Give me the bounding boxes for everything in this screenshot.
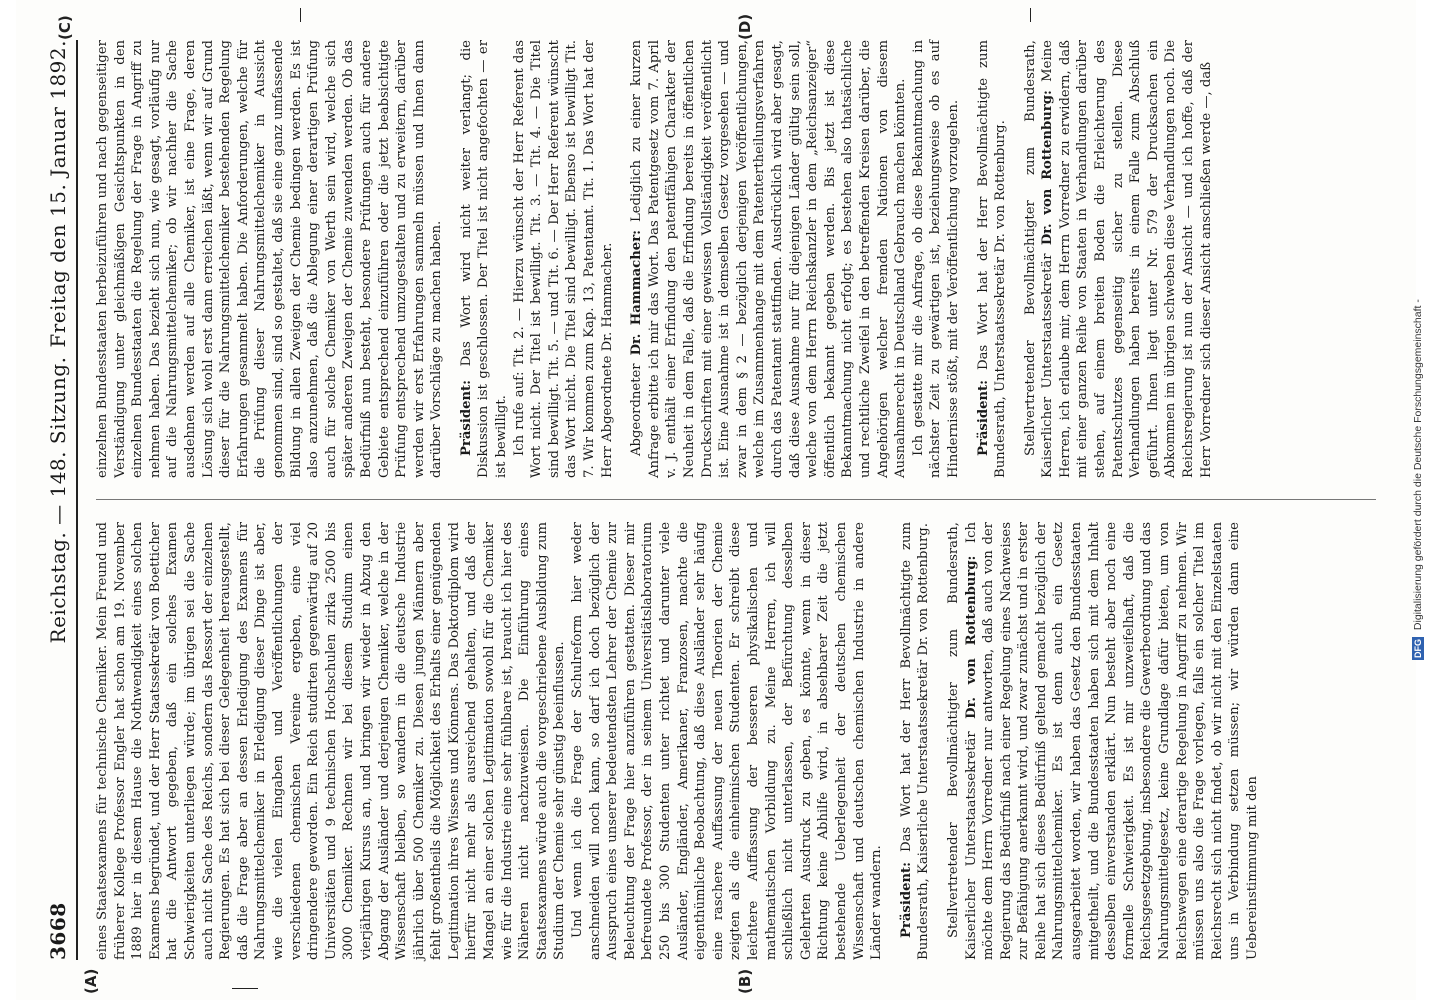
session-date: Freitag den 15. Januar 1892. xyxy=(46,40,70,348)
speech-text: Das Wort wird nicht weiter verlangt; die Diskussion ist geschlossen. Der Titel ist nicht angefochten — er ist bewilligt. xyxy=(458,40,510,478)
speaker-intro: Abgeordneter xyxy=(629,363,645,456)
speaker-name: Präsident: xyxy=(458,379,474,456)
rotated-page xyxy=(16,0,1416,1000)
speech-text: Lediglich zu einer kurzen Anfrage erbitte ich mir das Wort. Das Patentgesetz vom 7. April v. J. enthält einer Erfindung den patentfähigen Charakter der Neuheit in dem Falle, daß die Erfindung bereits in öffentlichen Druckschriften mit einer gewissen Vollständigkeit veröffentlicht ist. Eine Ausnahme ist in demselben Gesetz vorgesehen — und zwar in dem § 2 — bezüglich derjenigen Veröffentlichungen, welche im Zusammenhange mit dem Patentertheilungsverfahren durch das Patentamt stattfinden. Ausdrücklich wird aber gesagt, daß diese Ausnahme nur für diejenigen Länder gültig sein soll, welche von dem Herrn Reichskanzler in dem „Reichsanzeiger“ öffentlich bekannt gegeben werden. Bis jetzt ist diese Bekanntmachung nicht erfolgt; es bestehen also thatsächliche und rechtliche Zweifel in den betreffenden Kreisen darüber, die Angehörigen welcher fremden Nationen von diesem Ausnahmerecht in Deutschland Gebrauch machen könnten. xyxy=(629,40,909,478)
scan-mark xyxy=(300,8,301,22)
column-divider xyxy=(96,499,1376,500)
paragraph xyxy=(945,522,1262,960)
paragraph xyxy=(628,40,910,478)
left-column xyxy=(94,522,1262,960)
right-column xyxy=(94,40,1215,478)
paragraph: einzelnen Bundesstaaten herbeizuführen und nach gegenseitiger Verständigung unter gleichmäßigen Gesichtspunkten in den einzelnen Bundesstaaten die Regelung der Frage in Angriff zu nehmen haben. Das bezieht sich nun, wie gesagt, vorläufig nur auf die Nahrungsmittelchemiker; ob wir nachher die Sache ausdehnen werden auf alle Chemiker, ist eine Frage, deren Lösung sich wohl erst dann erreichen läßt, wenn wir auf Grund dieser für die Nahrungsmittelchemiker bestehenden Regelung Erfahrungen gesammelt haben. Die Anforderungen, welche für die Prüfung dieser Nahrungsmittelchemiker in Aussicht genommen sind, sind so gestaltet, daß sie eine ganz umfassende Bildung in allen Zweigen der Chemie bedingen werden. Es ist also anzunehmen, daß die Ablegung einer derartigen Prüfung auch für solche Chemiker von Werth sein wird, welche sich später anderen Zweigen der Chemie zuwenden werden. Ob das Bedürfniß nun besteht, besondere Prüfungen auch für andere Gebiete entsprechend einzuführen oder die jetzt beabsichtigte Prüfung entsprechend umzugestalten und zu erweitern, darüber werden wir erst Erfahrungen sammeln müssen und Ihnen dann darüber Vorschläge zu machen haben. xyxy=(95,40,445,478)
scan-mark xyxy=(1030,8,1031,22)
margin-letter-c: (C) xyxy=(56,15,74,40)
scan-mark xyxy=(232,988,258,989)
speaker-name: Präsident: xyxy=(975,379,991,456)
credit-text xyxy=(1412,20,1424,940)
margin-letter-b: (B) xyxy=(736,968,754,994)
paragraph xyxy=(1022,40,1216,478)
paragraph xyxy=(458,40,511,478)
speaker-intro: Stellvertretender Bevollmächtigter zum Bundesrath, Kaiserlicher Unterstaatssekretär xyxy=(945,522,979,960)
speech-text: Das Wort hat der Herr Bevollmächtigte zum Bundesrath, Unterstaatssekretär Dr. von Rottenburg. xyxy=(975,40,1009,478)
credit-statement: Digitalisierung gefördert durch die Deutsche Forschungsgemeinschaft - xyxy=(1412,299,1424,631)
speech-text: Das Wort hat der Herr Bevollmächtigte zum Bundesrath, Kaiserliche Unterstaatssekretär Dr. von Rottenburg. xyxy=(898,522,932,960)
paragraph xyxy=(975,40,1010,478)
margin-letter-a: (A) xyxy=(82,968,100,994)
speaker-name: Dr. Hammacher: xyxy=(629,229,645,356)
paragraph: Und wenn ich die Frage der Schulreform hier weder anschneiden will noch kann, so darf ich doch bezüglich der Ausspruch eines unserer bedeutendsten Lehrer der Chemie zur Beleuchtung der Frage hier anzuführen gestatten. Dieser mir befreundete Professor, der in seinem Universitätslaboratorium 250 bis 300 Studenten unter richtet und darunter viele Ausländer, Engländer, Amerikaner, Franzosen, machte die eigenthümliche Beobachtung, daß diese Ausländer sehr häufig eine raschere Auffassung der neuen Theorien der Chemie zeigten als die einheimischen Studenten. Er schreibt diese leichtere Auffassung der besseren physikalischen und mathematischen Vorbildung zu. Meine Herren, ich will schließlich nicht unterlassen, der Befürchtung desselben Gelehrten Ausdruck zu geben, es könnte, wenn in dieser Richtung keine Abhilfe wird, in absehbarer Zeit die jetzt bestehende Ueberlegenheit der deutschen chemischen Wissenschaft und deutschen chemischen Industrie in andere Länder wandern. xyxy=(570,522,885,960)
speech-text: Ich möchte dem Herrn Vorredner nur antworten, daß auch von der Regierung das Bedürfniß nach einer Regelung eines Nachweises zur Befähigung anerkannt wird, und zwar zunächst und in erster Reihe hat sich dieses Bedürfniß geltend gemacht bezüglich der Nahrungsmittelchemiker. Es ist denn auch ein Gesetz ausgearbeitet worden, wir haben das Gesetz den Bundesstaaten mitgetheilt, und die Bundesstaaten haben sich mit dem Inhalt desselben einverstanden erklärt. Nun besteht aber noch eine formelle Schwierigkeit. Es ist mir unzweifelhaft, daß die Reichsgesetzgebung, insbesondere die Gewerbeordnung und das Nahrungsmittelgesetz, keine Grundlage dafür bieten, um von Reichswegen eine derartige Regelung in Angriff zu nehmen. Wir müssen uns also die Frage vorlegen, falls ein solcher Titel im Reichsrecht sich nicht findet, ob wir nicht mit den Einzelstaaten uns in Verbindung setzen müssen; wir würden dann eine Uebereinstimmung mit den xyxy=(963,522,1260,960)
speaker-intro: Stellvertretender Bevollmächtigter zum Bundesrath, Kaiserlicher Unterstaatssekretär xyxy=(1022,40,1056,478)
speaker-name: Präsident: xyxy=(898,861,914,938)
paragraph: eines Staatsexamens für technische Chemiker. Mein Freund und früherer Kollege Professor Engler hat schon am 19. November 1889 hier in diesem Hause die Nothwendigkeit eines solchen Examens begründet, und der Herr Staatssekretär von Boetticher hat die Antwort gegeben, daß ein solches Examen Schwierigkeiten unterliegen würde; im übrigen sei die Sache auch nicht Sache des Reichs, sondern das Ressort der einzelnen Regierungen. Es hat sich bei dieser Gelegenheit herausgestellt, daß die Frage aber an dessen Erledigung des Examens für Nahrungsmittelchemiker in Erledigung dieser Dinge ist aber, wie die vielen Eingaben und Veröffentlichungen der verschiedenen chemischen Vereine ergeben, eine viel dringendere geworden. Ein Reich studirten gegenwärtig auf 20 Universitäten und 9 technischen Hochschulen zirka 2500 bis 3000 Chemiker. Rechnen wir bei diesem Studium einen vierjährigen Kursus an, und bringen wir wieder in Abzug den Abgang der Ausländer und derjenigen Chemiker, welche in der Wissenschaft bleiben, so wandern in die deutsche Industrie jährlich über 500 Chemiker zu. Diesen jungen Männern aber fehlt großentheils die Möglichkeit des Erhalts einer genügenden Legitimation ihres Wissens und Könnens. Das Doktordiplom wird hierfür nicht mehr als ausreichend gehalten, und daß der Mangel an einer solchen Legitimation sowohl für die Chemiker wie für die Industrie eine sehr fühlbare ist, braucht ich hier des Näheren nicht nachzuweisen. Die Einführung eines Staatsexamens würde auch die vorgeschriebene Ausbildung zum Studium der Chemie sehr günstig beeinflussen. xyxy=(95,522,568,960)
paragraph xyxy=(898,522,933,960)
margin-letter-d: (D) xyxy=(736,13,754,40)
paragraph: Ich gestatte mir die Anfrage, ob diese Bekanntmachung in nächster Zeit zu gewärtigen ist, beziehungsweise ob es auf Hindernisse stößt, mit der Veröffentlichung vorzugehen. xyxy=(910,40,961,478)
session-title: Reichstag. — 148. Sitzung. xyxy=(46,356,70,644)
page-number: 3668 xyxy=(46,902,70,960)
page-header xyxy=(42,40,78,960)
dfg-logo: DFG xyxy=(1413,639,1423,659)
speech-text: Meine Herren, ich erlaube mir, dem Herrn Vorredner zu erwidern, daß mit einer ganzen Reihe von Staaten in Verhandlungen darüber stehen, auf einem breiten Boden die Erleichterung des Patentschutzes gegenseitig sicher zu stellen. Diese Verhandlungen haben bereits in einem Falle zum Abschluß geführt. Ihnen liegt unter Nr. 579 der Drucksachen ein Abkommen im übrigen schweben diese Verhandlungen noch. Die Reichsregierung ist nun der Ansicht — und ich hoffe, daß der Herr Vorredner sich dieser Ansicht anschließen werde —, daß xyxy=(1040,40,1214,478)
speaker-name: Dr. von Rottenburg: xyxy=(1040,90,1056,246)
speaker-name: Dr. von Rottenburg: xyxy=(963,555,979,719)
digitization-credit xyxy=(1412,20,1430,940)
paragraph: Ich rufe auf: Tit. 2. — Hierzu wünscht der Herr Referent das Wort nicht. Der Titel ist bewilligt. Tit. 3. — Tit. 4. — Die Titel sind bewilligt. Tit. 5. — und Tit. 6. — Der Herr Referent wünscht das Wort nicht. Die Titel sind bewilligt. Ebenso ist bewilligt Tit. 7. Wir kommen zum Kap. 13, Patentamt. Tit. 1. Das Wort hat der Herr Abgeordnete Dr. Hammacher. xyxy=(511,40,615,478)
